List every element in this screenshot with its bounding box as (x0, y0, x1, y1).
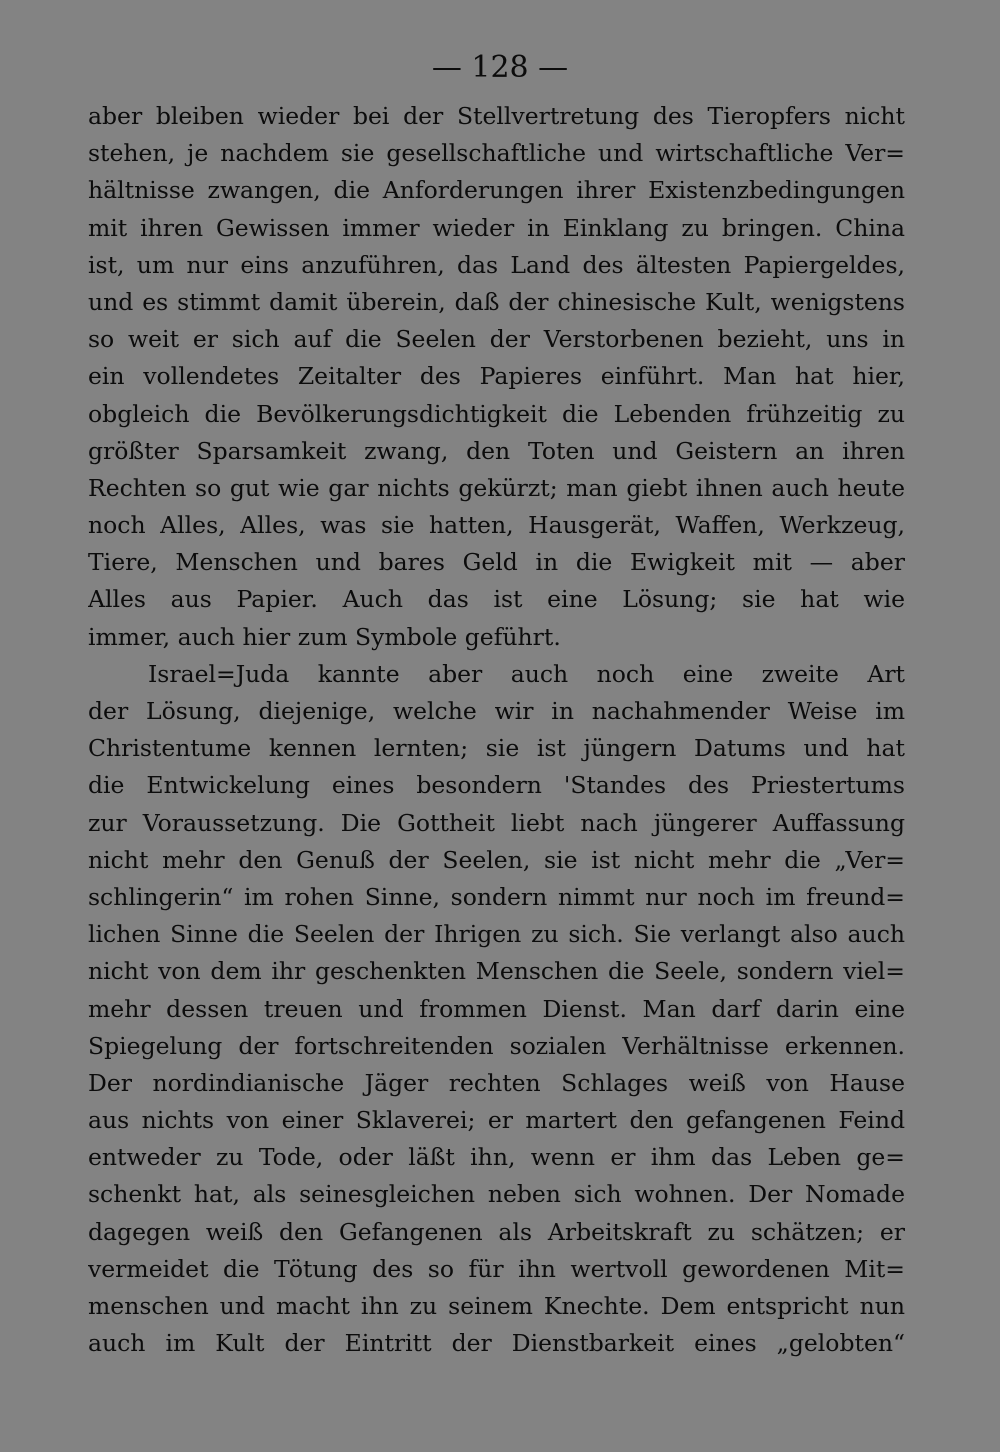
text-line: der Lösung, diejenige, welche wir in nachahmender Weise im (88, 697, 905, 725)
text-line: hältnisse zwangen, die Anforderungen ihrer Existenzbedingungen (88, 176, 905, 205)
text-line: Spiegelung der fortschreitenden sozialen Verhältnisse erkennen. (88, 1031, 905, 1060)
text-line: Alles aus Papier. Auch das ist eine Lösung; sie hat wie (88, 585, 905, 614)
text-line: noch Alles, Alles, was sie hatten, Hausgerät, Waffen, Werkzeug, (88, 511, 905, 540)
text-line: die Entwickelung eines besondern 'Standes des Priestertums (88, 771, 905, 800)
text-line: so weit er sich auf die Seelen der Verstorbenen bezieht, uns in (88, 325, 905, 354)
text-line: obgleich die Bevölkerungsdichtigkeit die Lebenden frühzeitig zu (88, 399, 905, 428)
text-line: schlingerin“ im rohen Sinne, sondern nimmt nur noch im freund= (88, 882, 905, 911)
text-line: größter Sparsamkeit zwang, den Toten und Geistern an ihren (88, 436, 905, 465)
text-line: lichen Sinne die Seelen der Ihrigen zu sich. Sie verlangt also auch (88, 920, 905, 949)
text-line: aus nichts von einer Sklaverei; er martert den gefangenen Feind (88, 1106, 905, 1135)
text-line: immer, auch hier zum Symbole geführt. (88, 622, 561, 651)
text-line: aber bleiben wieder bei der Stellvertretung des Tieropfers nicht (88, 102, 905, 130)
text-line: Der nordindianische Jäger rechten Schlages weiß von Hause (88, 1068, 905, 1097)
text-line: ein vollendetes Zeitalter des Papieres einführt. Man hat hier, (88, 362, 905, 391)
text-line: Tiere, Menschen und bares Geld in die Ewigkeit mit — aber (88, 548, 905, 577)
text-line: mehr dessen treuen und frommen Dienst. Man darf darin eine (88, 994, 905, 1023)
text-line: mit ihren Gewissen immer wieder in Einklang zu bringen. China (88, 213, 905, 242)
text-line: entweder zu Tode, oder läßt ihn, wenn er ihm das Leben ge= (88, 1143, 905, 1172)
text-line: auch im Kult der Eintritt der Dienstbarkeit eines „gelobten“ (88, 1329, 905, 1358)
text-line: und es stimmt damit überein, daß der chinesische Kult, wenigstens (88, 287, 905, 316)
text-line: nicht mehr den Genuß der Seelen, sie ist nicht mehr die „Ver= (88, 845, 905, 874)
text-line: Christentume kennen lernten; sie ist jüngern Datums und hat (88, 734, 905, 763)
text-line: Rechten so gut wie gar nichts gekürzt; man giebt ihnen auch heute (88, 473, 905, 502)
text-line: ist, um nur eins anzuführen, das Land des ältesten Papiergeldes, (88, 250, 905, 279)
text-line: vermeidet die Tötung des so für ihn wertvoll gewordenen Mit= (88, 1254, 905, 1283)
text-line: Israel=Juda kannte aber auch noch eine zweite Art (148, 659, 905, 688)
text-line: menschen und macht ihn zu seinem Knechte. Dem entspricht nun (88, 1292, 905, 1320)
text-line: zur Voraussetzung. Die Gottheit liebt nach jüngerer Auffassung (88, 808, 905, 837)
text-line: dagegen weiß den Gefangenen als Arbeitskraft zu schätzen; er (88, 1217, 905, 1246)
text-line: nicht von dem ihr geschenkten Menschen die Seele, sondern viel= (88, 957, 905, 986)
page-number: — 128 — (431, 50, 569, 85)
body-text (88, 98, 905, 1362)
text-line: stehen, je nachdem sie gesellschaftliche und wirtschaftliche Ver= (88, 139, 905, 168)
text-line: schenkt hat, als seinesgleichen neben sich wohnen. Der Nomade (88, 1180, 905, 1209)
